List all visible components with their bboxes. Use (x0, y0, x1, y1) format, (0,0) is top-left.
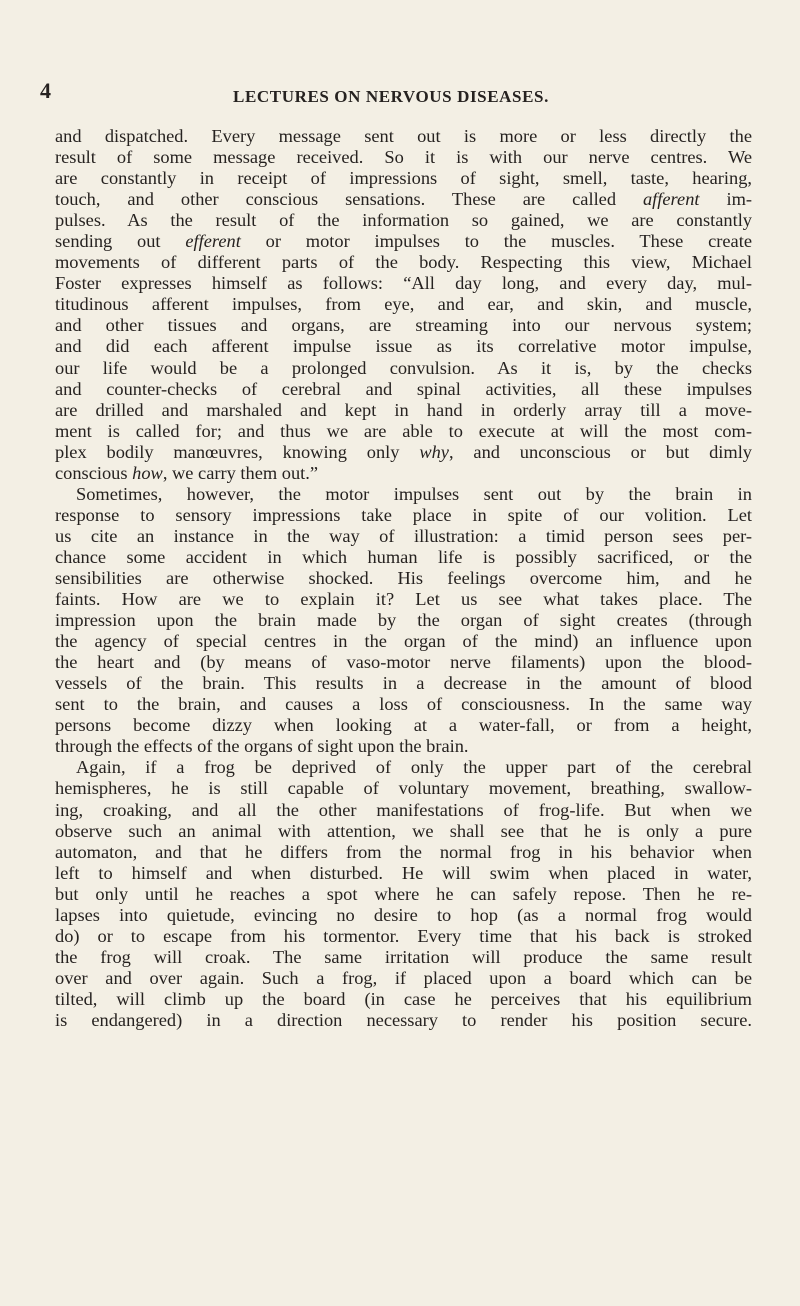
body-text (55, 126, 752, 1031)
text-line: persons become dizzy when looking at a water-fall, or from a height, (55, 715, 752, 736)
text-line: vessels of the brain. This results in a decrease in the amount of blood (55, 673, 752, 694)
text-line: are drilled and marshaled and kept in hand in orderly array till a move- (55, 399, 752, 420)
text-line: movements of different parts of the body. Respecting this view, Michael (55, 252, 752, 273)
text-line: is endangered) in a direction necessary to render his position secure. (55, 1009, 752, 1030)
text-line: ing, croaking, and all the other manifestations of frog-life. But when we (55, 799, 752, 820)
text-line: sending out efferent or motor impulses to the muscles. These create (55, 231, 752, 252)
text-line: Again, if a frog be deprived of only the upper part of the cerebral (76, 757, 752, 778)
text-line: observe such an animal with attention, we shall see that he is only a pure (55, 820, 752, 841)
text-line: ment is called for; and thus we are able to execute at will the most com- (55, 420, 752, 441)
text-line: are constantly in receipt of impressions of sight, smell, taste, hearing, (55, 168, 752, 189)
text-line: hemispheres, he is still capable of voluntary movement, breathing, swallow- (55, 778, 752, 799)
text-line: and other tissues and organs, are streaming into our nervous system; (55, 315, 752, 336)
text-line: over and over again. Such a frog, if placed upon a board which can be (55, 967, 752, 988)
text-line: but only until he reaches a spot where he can safely repose. Then he re- (55, 883, 752, 904)
text-line: automaton, and that he differs from the normal frog in his behavior when (55, 841, 752, 862)
text-line: Sometimes, however, the motor impulses sent out by the brain in (76, 483, 752, 504)
text-line: the heart and (by means of vaso-motor nerve filaments) upon the blood- (55, 652, 752, 673)
text-line: left to himself and when disturbed. He will swim when placed in water, (55, 862, 752, 883)
text-line: the agency of special centres in the organ of the mind) an influence upon (55, 631, 752, 652)
text-line: faints. How are we to explain it? Let us see what takes place. The (55, 589, 752, 610)
page-number: 4 (40, 78, 51, 103)
text-line: tilted, will climb up the board (in case he perceives that his equilibrium (55, 988, 752, 1009)
text-line: our life would be a prolonged convulsion. As it is, by the checks (55, 357, 752, 378)
text-line: chance some accident in which human life is possibly sacrificed, or the (55, 546, 752, 567)
text-line: sensibilities are otherwise shocked. His feelings overcome him, and he (55, 567, 752, 588)
text-line: lapses into quietude, evincing no desire to hop (as a normal frog would (55, 904, 752, 925)
text-line: touch, and other conscious sensations. These are called afferent im- (55, 189, 752, 210)
text-line: the frog will croak. The same irritation will produce the same result (55, 946, 752, 967)
running-head-title: LECTURES ON NERVOUS DISEASES. (233, 87, 549, 106)
text-line: response to sensory impressions take place in spite of our volition. Let (55, 504, 752, 525)
text-line: plex bodily manœuvres, knowing only why, and unconscious or but dimly (55, 441, 752, 462)
text-line: and counter-checks of cerebral and spinal activities, all these impulses (55, 378, 752, 399)
text-line: and dispatched. Every message sent out is more or less directly the (55, 126, 752, 146)
text-line: Foster expresses himself as follows: “All day long, and every day, mul- (55, 273, 752, 294)
text-line: do) or to escape from his tormentor. Every time that his back is stroked (55, 925, 752, 946)
text-line: pulses. As the result of the information so gained, we are constantly (55, 210, 752, 231)
text-line: result of some message received. So it is with our nerve centres. We (55, 147, 752, 168)
text-line: and did each afferent impulse issue as its correlative motor impulse, (55, 336, 752, 357)
text-line: through the effects of the organs of sight upon the brain. (55, 736, 469, 757)
text-line: sent to the brain, and causes a loss of consciousness. In the same way (55, 694, 752, 715)
text-line: titudinous afferent impulses, from eye, and ear, and skin, and muscle, (55, 294, 752, 315)
text-line: conscious how, we carry them out.” (55, 462, 319, 483)
text-line: impression upon the brain made by the organ of sight creates (through (55, 610, 752, 631)
text-line: us cite an instance in the way of illustration: a timid person sees per- (55, 525, 752, 546)
